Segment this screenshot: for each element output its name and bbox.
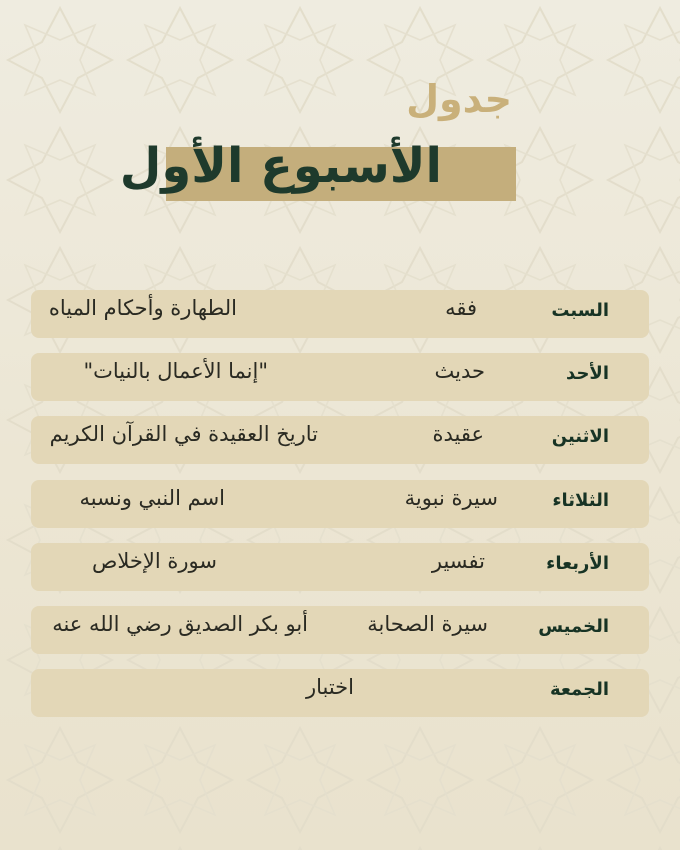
subject-label: فقه — [445, 296, 477, 320]
day-label: الأحد — [566, 363, 609, 384]
subject-label: عقيدة — [432, 422, 484, 446]
day-label: الأربعاء — [546, 553, 609, 574]
subject-label: سيرة الصحابة — [367, 612, 488, 636]
schedule-row-friday — [31, 669, 649, 717]
schedule-row-saturday — [31, 290, 649, 338]
schedule-row-wednesday — [31, 543, 649, 591]
subject-label: حديث — [434, 359, 485, 383]
lesson-label: أبو بكر الصديق رضي الله عنه — [52, 612, 308, 636]
day-label: الاثنين — [551, 426, 609, 447]
schedule-row-thursday — [31, 606, 649, 654]
lesson-label: سورة الإخلاص — [92, 549, 217, 573]
schedule-row-monday — [31, 416, 649, 464]
page-title: الأسبوع الأول — [119, 138, 442, 194]
subject-label: سيرة نبوية — [404, 486, 498, 510]
day-label: الجمعة — [549, 679, 609, 700]
schedule-row-sunday — [31, 353, 649, 401]
lesson-label: تاريخ العقيدة في القرآن الكريم — [49, 422, 318, 446]
day-label: الخميس — [538, 616, 609, 637]
schedule-row-tuesday — [31, 480, 649, 528]
lesson-label: الطهارة وأحكام المياه — [48, 296, 237, 320]
title-prefix: جدول — [406, 77, 512, 121]
lesson-label: اسم النبي ونسبه — [79, 486, 225, 510]
day-label: الثلاثاء — [552, 490, 609, 511]
subject-label: تفسير — [431, 549, 485, 573]
day-label: السبت — [551, 300, 609, 321]
subject-label: اختبار — [305, 675, 354, 699]
lesson-label: "إنما الأعمال بالنيات" — [83, 359, 268, 383]
